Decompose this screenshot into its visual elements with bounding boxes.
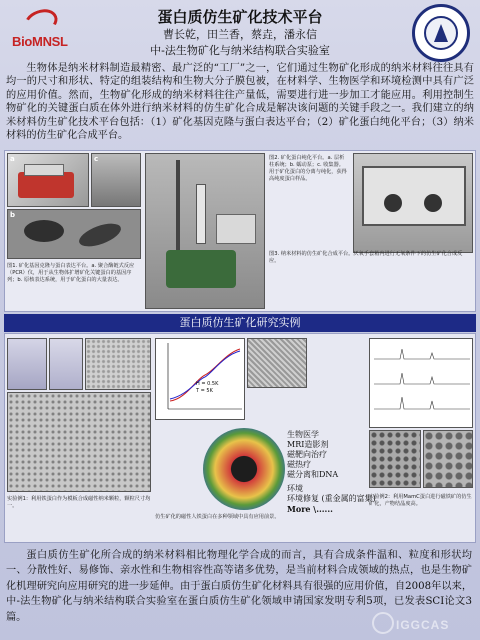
example2-caption: 实验例2：利用MamC蛋白进行磁铁矿的仿生矿化，产物结晶度高。 — [369, 494, 472, 507]
poster-title: 蛋白质仿生矿化技术平台 — [157, 8, 323, 26]
label-c: c — [94, 155, 99, 163]
tem-cells-photo — [7, 209, 141, 259]
chromatography-photo — [145, 153, 265, 309]
label-b: b — [10, 211, 16, 219]
applications-list: 生物医学 MRI造影剂 磁靶向治疗 磁热疗 磁分离和DNA 环境 环境修复 (重金属的富集) More \...... — [287, 430, 376, 514]
sds-page-gel-2-photo — [49, 338, 83, 390]
figure3-caption: 图3. 纳米材料的仿生矿化合成平台。厌氧手套箱内进行无氧条件下的仿生矿化合成反应。 — [269, 251, 463, 264]
magnetization-chart — [155, 338, 245, 420]
logo-text: BioMNSL — [12, 34, 68, 49]
platform-figures-panel — [4, 150, 476, 312]
institute-seal-icon — [412, 4, 470, 62]
example1-caption: 实验例1：利用铁蛋白作为模板合成磁性纳米颗粒，颗粒尺寸均一。 — [7, 496, 151, 509]
case-study-panel — [4, 333, 476, 543]
biomnsl-logo — [6, 8, 72, 54]
poster-affiliation: 中-法生物矿化与纳米结构联合实验室 — [150, 44, 330, 57]
sds-page-gel-photo — [7, 338, 47, 390]
intro-paragraph: 生物体是纳米材料制造最精密、最广泛的“工厂”之一，它们通过生物矿化形成的纳米材料往往具有均一的尺寸和形状、特定的组装结构和生物大分子膜包被，在材料学、生物医学和环境检测中具有广泛的应用价值。然而，生物矿化形成的纳米材料往往产量低，需要进行进一步加工才能应用。利用控制生物矿化的关键蛋白质在体外进行纳米材料的仿生矿化合成是解决该问题的关键手段之一。我们建立的纳米材料仿生矿化技术平台包括：（1）矿化基因克隆与蛋白表达平台；（2）矿化蛋白纯化平台；（3）纳米材料的仿生矿化合成平台。 — [6, 63, 474, 142]
legend-h: H = 0.5K — [196, 381, 219, 387]
center-caption: 仿生矿化的磁性人铁蛋白在多种领域中具有应用前景。 — [155, 514, 280, 520]
watermark-text: IGGCAS — [396, 618, 450, 632]
iggcas-watermark-icon — [372, 612, 394, 634]
conclusion-paragraph: 蛋白质仿生矿化所合成的纳米材料相比物理化学合成的而言，具有合成条件温和、粒度和形状均一、分散性好、易修饰、亲水性和生物相容性高等诸多优势，是当前材料合成领域的热点，也是生物矿化机理研究向应用研究的进一步延伸。由于蛋白质仿生矿化材料具有很强的应用价值，自2008年以来，中-法生物矿化与纳米结构联合实验室在蛋白质仿生矿化领域申请国家发明专利5项，已发表SCI论文3篇。 — [6, 550, 472, 623]
gel-photo — [91, 153, 141, 207]
hrtem-inset-photo — [247, 338, 307, 388]
poster-header — [0, 0, 480, 62]
legend-t: T = 5K — [196, 388, 213, 394]
tem-mamc-photo — [369, 430, 421, 488]
xrd-lines — [370, 339, 473, 428]
tem-mamc-2-photo — [423, 430, 473, 488]
pcr-machine-photo — [7, 153, 89, 207]
hysteresis-plot — [156, 339, 245, 420]
label-a: a — [10, 155, 15, 163]
figure2-caption: 图2. 矿化蛋白纯化平台。a. 层析柱系统；b. 蠕动泵；c. 收集器。用于矿化蛋白的分离与纯化，获得高纯度蛋白样品。 — [269, 155, 347, 182]
tem-large-photo — [7, 392, 151, 492]
xrd-chart — [369, 338, 473, 428]
figure1-caption: 图1. 矿化基因克隆与蛋白表达平台。a. 聚合酶链式反应（PCR）仪，用于从生物体扩增矿化关键蛋白的基因序列；b. 原核表达系统，用于矿化蛋白的大量表达。 — [7, 263, 135, 283]
tem-ferritin-photo — [85, 338, 151, 390]
poster-authors: 曹长乾，田兰香，蔡垚，潘永信 — [163, 28, 317, 41]
case-study-banner: 蛋白质仿生矿化研究实例 — [4, 314, 476, 332]
glovebox-photo — [353, 153, 473, 253]
ferritin-structure-icon — [203, 428, 285, 510]
